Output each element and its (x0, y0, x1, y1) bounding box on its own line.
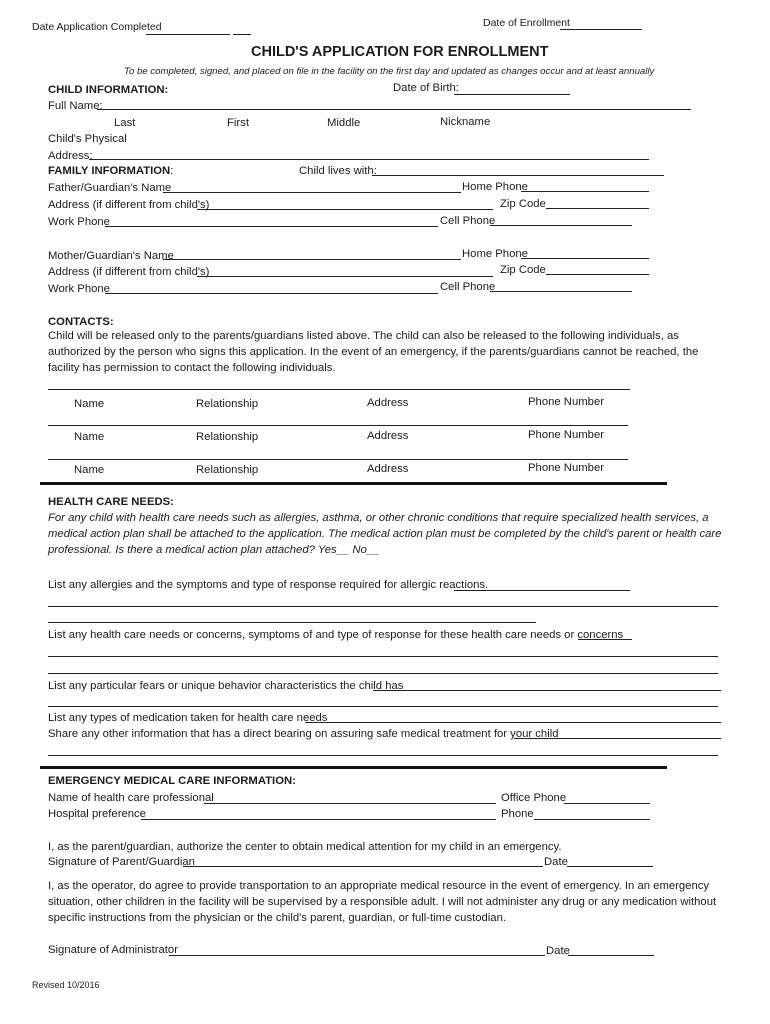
section-divider (40, 766, 667, 769)
hospital-field[interactable] (141, 819, 496, 820)
fears-field-2[interactable] (48, 706, 718, 707)
contact-3-address-label: Address (367, 463, 409, 475)
father-address-field[interactable] (197, 209, 493, 210)
allergies-field[interactable] (454, 590, 630, 591)
lives-with-label: Child lives with: (299, 165, 377, 177)
mother-work-phone-field[interactable] (105, 293, 438, 294)
mother-home-phone-label: Home Phone (462, 248, 528, 260)
needs-field-3[interactable] (48, 673, 718, 674)
admin-date-label: Date (546, 945, 570, 957)
mother-name-label: Mother/Guardian's Name (48, 250, 174, 262)
contact-2-address-label: Address (367, 430, 409, 442)
date-completed-label: Date Application Completed (32, 21, 162, 33)
contact-3-name-label: Name (74, 464, 105, 476)
health-text: For any child with health care needs such as allergies, asthma, or other chronic conditions that require specialized health services, a medical action plan shall be attached to the application. The medical action plan must be completed by the child's parent or health care professional. Is there a medical action plan attached? Yes__ No__ (48, 512, 722, 556)
professional-field[interactable] (204, 803, 496, 804)
father-name-label: Father/Guardian's Name (48, 182, 172, 194)
admin-signature-field[interactable] (169, 955, 545, 956)
needs-field-2[interactable] (48, 656, 718, 657)
contact-2-line[interactable] (48, 425, 628, 426)
admin-signature-label: Signature of Administrator (48, 944, 178, 956)
name-part-nickname: Nickname (440, 116, 491, 128)
child-physical-label: Child's Physical (48, 133, 127, 145)
other-info-field-2[interactable] (48, 755, 718, 756)
contact-1-name-label: Name (74, 398, 105, 410)
contact-3-line[interactable] (48, 459, 628, 460)
emergency-heading: EMERGENCY MEDICAL CARE INFORMATION: (48, 775, 296, 787)
date-completed-field[interactable] (146, 34, 230, 35)
father-cell-phone-field[interactable] (490, 225, 632, 226)
contact-2-phone-label: Phone Number (528, 429, 604, 441)
child-address-field[interactable] (89, 159, 649, 160)
mother-work-phone-label: Work Phone (48, 283, 110, 295)
mother-address-field[interactable] (197, 276, 493, 277)
father-home-phone-label: Home Phone (462, 181, 528, 193)
contact-2-name-label: Name (74, 431, 105, 443)
contacts-text: Child will be released only to the parents/guardians listed above. The child can also be released to the following individuals, as authorized by the person who signs this application. In the event of an emergency, if the parents/guardians cannot be reached, the facility has permission to contact the following individuals. (48, 330, 699, 374)
father-zip-field[interactable] (546, 208, 649, 209)
allergies-field-2[interactable] (48, 606, 718, 607)
other-info-field[interactable] (514, 738, 721, 739)
father-cell-phone-label: Cell Phone (440, 215, 496, 227)
dob-label: Date of Birth: (393, 82, 459, 94)
contact-1-phone-label: Phone Number (528, 396, 604, 408)
father-home-phone-field[interactable] (521, 191, 649, 192)
lives-with-field[interactable] (372, 175, 664, 176)
office-phone-field[interactable] (564, 803, 650, 804)
father-zip-label: Zip Code (500, 198, 546, 210)
dob-field[interactable] (454, 94, 570, 95)
other-info-label: Share any other information that has a direct bearing on assuring safe medical treatment for your child (48, 728, 559, 740)
office-phone-label: Office Phone (501, 792, 567, 804)
mother-address-label: Address (if different from child's) (48, 266, 210, 278)
mother-zip-label: Zip Code (500, 264, 546, 276)
hospital-label: Hospital preference (48, 808, 146, 820)
authorize-text: I, as the parent/guardian, authorize the center to obtain medical attention for my child in an emergency. (48, 841, 562, 853)
operator-text: I, as the operator, do agree to provide transportation to an appropriate medical resource in the event of emergency. In an emergency situation, other children in the facility will be supervised by a responsible adult. I will not administer any drug or any medication without specific instructions from the physician or the child's parent, guardian, or full-time custodian. (48, 880, 717, 924)
date-enrollment-label: Date of Enrollment (483, 17, 570, 29)
name-part-last: Last (114, 117, 136, 129)
father-work-phone-field[interactable] (105, 226, 438, 227)
parent-signature-field[interactable] (183, 866, 543, 867)
page-title: CHILD'S APPLICATION FOR ENROLLMENT (251, 44, 549, 60)
child-info-heading: CHILD INFORMATION: (48, 84, 169, 96)
contact-3-relationship-label: Relationship (196, 464, 259, 476)
mother-home-phone-field[interactable] (521, 258, 649, 259)
child-address-label: Address: (48, 150, 93, 162)
parent-signature-label: Signature of Parent/Guardian (48, 856, 195, 868)
full-name-field[interactable] (97, 109, 691, 110)
contact-1-address-label: Address (367, 397, 409, 409)
revised-date: Revised 10/2016 (32, 980, 100, 990)
page-subtitle: To be completed, signed, and placed on file in the facility on the first day and updated as changes occur and at least annually (124, 66, 655, 77)
needs-field[interactable] (578, 639, 632, 640)
professional-label: Name of health care professional (48, 792, 214, 804)
parent-date-label: Date (544, 856, 568, 868)
contact-3-phone-label: Phone Number (528, 462, 604, 474)
father-address-label: Address (if different from child's) (48, 199, 210, 211)
allergies-label: List any allergies and the symptoms and type of response required for allergic reactions. (48, 579, 489, 591)
fears-field[interactable] (373, 690, 721, 691)
contact-1-relationship-label: Relationship (196, 398, 259, 410)
date-enrollment-field[interactable] (560, 29, 642, 30)
hospital-phone-label: Phone (501, 808, 534, 820)
father-name-field[interactable] (163, 192, 461, 193)
medication-label: List any types of medication taken for health care needs (48, 712, 328, 724)
needs-label: List any health care needs or concerns, symptoms of and type of response for these health care needs or concerns (48, 629, 624, 641)
medication-field[interactable] (305, 722, 721, 723)
contacts-heading: CONTACTS: (48, 316, 114, 328)
date-completed-extra-field[interactable] (233, 34, 251, 35)
contact-2-relationship-label: Relationship (196, 431, 259, 443)
family-info-heading: FAMILY INFORMATION: (48, 165, 174, 177)
mother-cell-phone-field[interactable] (490, 291, 632, 292)
parent-date-field[interactable] (567, 866, 653, 867)
admin-date-field[interactable] (568, 955, 654, 956)
mother-cell-phone-label: Cell Phone (440, 281, 496, 293)
section-divider (40, 482, 667, 485)
name-part-first: First (227, 117, 249, 129)
mother-name-field[interactable] (163, 259, 461, 260)
contact-1-line[interactable] (48, 389, 630, 390)
name-part-middle: Middle (327, 117, 361, 129)
allergies-field-3[interactable] (48, 622, 536, 623)
father-work-phone-label: Work Phone (48, 216, 110, 228)
health-heading: HEALTH CARE NEEDS: (48, 496, 174, 508)
mother-zip-field[interactable] (546, 274, 649, 275)
fears-label: List any particular fears or unique behavior characteristics the child has (48, 680, 404, 692)
hospital-phone-field[interactable] (534, 819, 650, 820)
full-name-label: Full Name: (48, 100, 103, 112)
